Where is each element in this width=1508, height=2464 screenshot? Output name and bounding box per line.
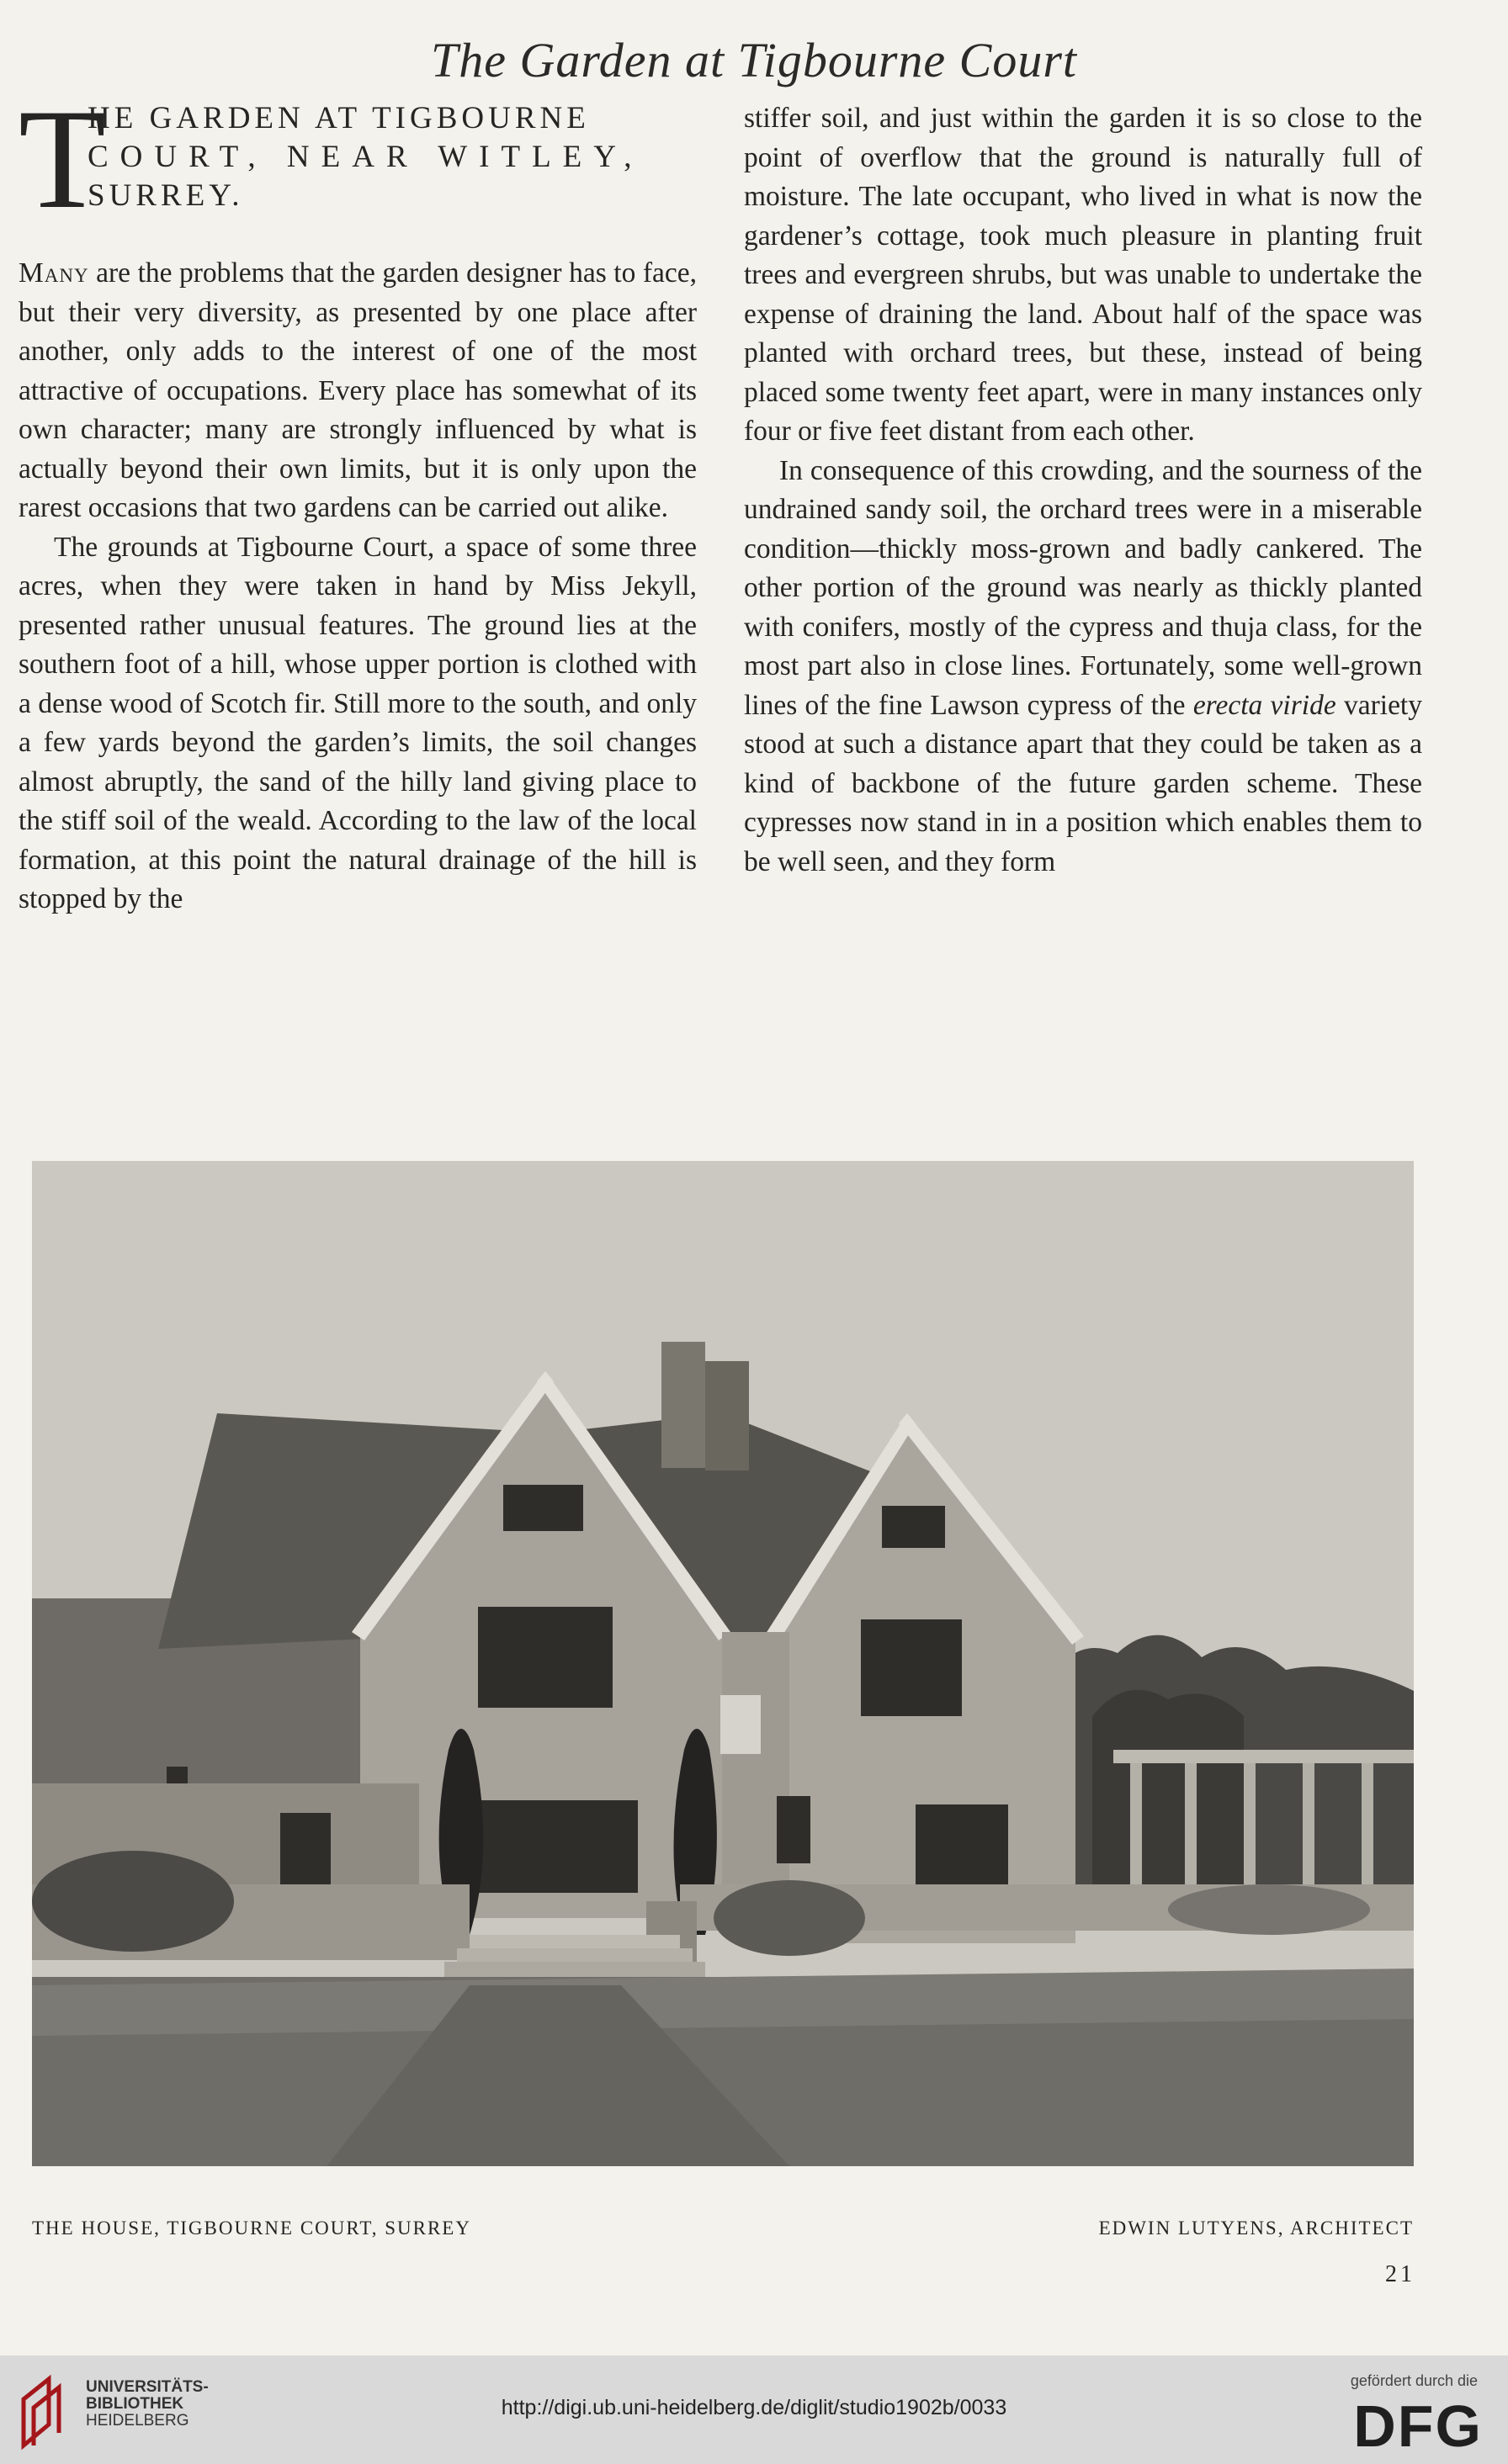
digitization-footer [0, 2355, 1508, 2464]
lead-words: Many [19, 257, 89, 289]
left-column [19, 80, 697, 919]
figure-credit: EDWIN LUTYENS, ARCHITECT [1098, 2218, 1414, 2239]
headline-line-1: HE GARDEN AT TIGBOURNE [88, 101, 590, 135]
paragraph-text: are the problems that the garden designer has to face, but their very diversity, as presented by one place after another, only adds to the interest of one of the most attractive of occupations. Every place has somewhat of its own character; many are strongly influenced by what is actually beyond their own limits, but it is only upon the rarest occasions that two gardens can be carried out alike. [19, 257, 697, 523]
italic-term: erecta viride [1192, 689, 1336, 721]
running-head: The Garden at Tigbourne Court [430, 33, 1078, 87]
permalink[interactable]: http://digi.ub.uni-heidelberg.de/diglit/studio1902b/0033 [501, 2396, 1007, 2419]
headline-line-3: SURREY. [88, 178, 244, 213]
headline-line-2: COURT, NEAR WITLEY, [88, 140, 644, 174]
paragraph [744, 452, 1422, 882]
page-number: 21 [1385, 2261, 1415, 2287]
right-column [744, 99, 1422, 882]
article-headline [19, 80, 697, 241]
funding-label: gefördert durch die [1350, 2372, 1478, 2389]
paragraph [19, 254, 697, 528]
library-name-line-1: UNIVERSITÄTS- [86, 2378, 209, 2396]
house-photograph [32, 1161, 1414, 2166]
paragraph: stiffer soil, and just within the garden it is so close to the point of overflow that the ground is naturally full of moisture. The late occupant, who lived in what is now the gardener’s cottage, took much pleasure in planting fruit trees and evergreen shrubs, but was unable to undertake the expense of draining the land. About half of the space was planted with orchard trees, but these, instead of being placed some twenty feet apart, were in many instances only four or five feet distant from each other. [744, 103, 1422, 447]
dfg-logo: DFG [1353, 2393, 1483, 2459]
figure-caption: THE HOUSE, TIGBOURNE COURT, SURREY [32, 2218, 471, 2239]
library-name-line-2: BIBLIOTHEK [86, 2395, 184, 2413]
paragraph-text: variety stood at such a distance apart that they could be taken as a kind of backbone of the future garden scheme. These cypresses now stand in in a position which enables them to be well seen, and they form [744, 689, 1422, 877]
library-name-line-3: HEIDELBERG [86, 2412, 189, 2430]
photograph-illustration [32, 1161, 1414, 2166]
drop-cap: T [19, 80, 106, 238]
headline-text [88, 99, 697, 215]
paragraph-text: In consequence of this crowding, and the sourness of the undrained sandy soil, the orchard trees were in a miserable condition—thickly moss-grown and badly cankered. The other portion of the ground was nearly as thickly planted with conifers, mostly of the cypress and thuja class, for the most part also in close lines. Fortunately, some well-grown lines of the fine Lawson cypress of the [744, 454, 1422, 721]
paragraph: The grounds at Tigbourne Court, a space of some three acres, when they were taken in hand by Miss Jekyll, presented rather unusual features. The ground lies at the southern foot of a hill, whose upper portion is clothed with a dense wood of Scotch fir. Still more to the south, and only a few yards beyond the garden’s limits, the soil changes almost abruptly, the sand of the hilly land giving place to the stiff soil of the weald. According to the law of the local formation, at this point the natural drainage of the hill is stopped by the [19, 531, 697, 914]
